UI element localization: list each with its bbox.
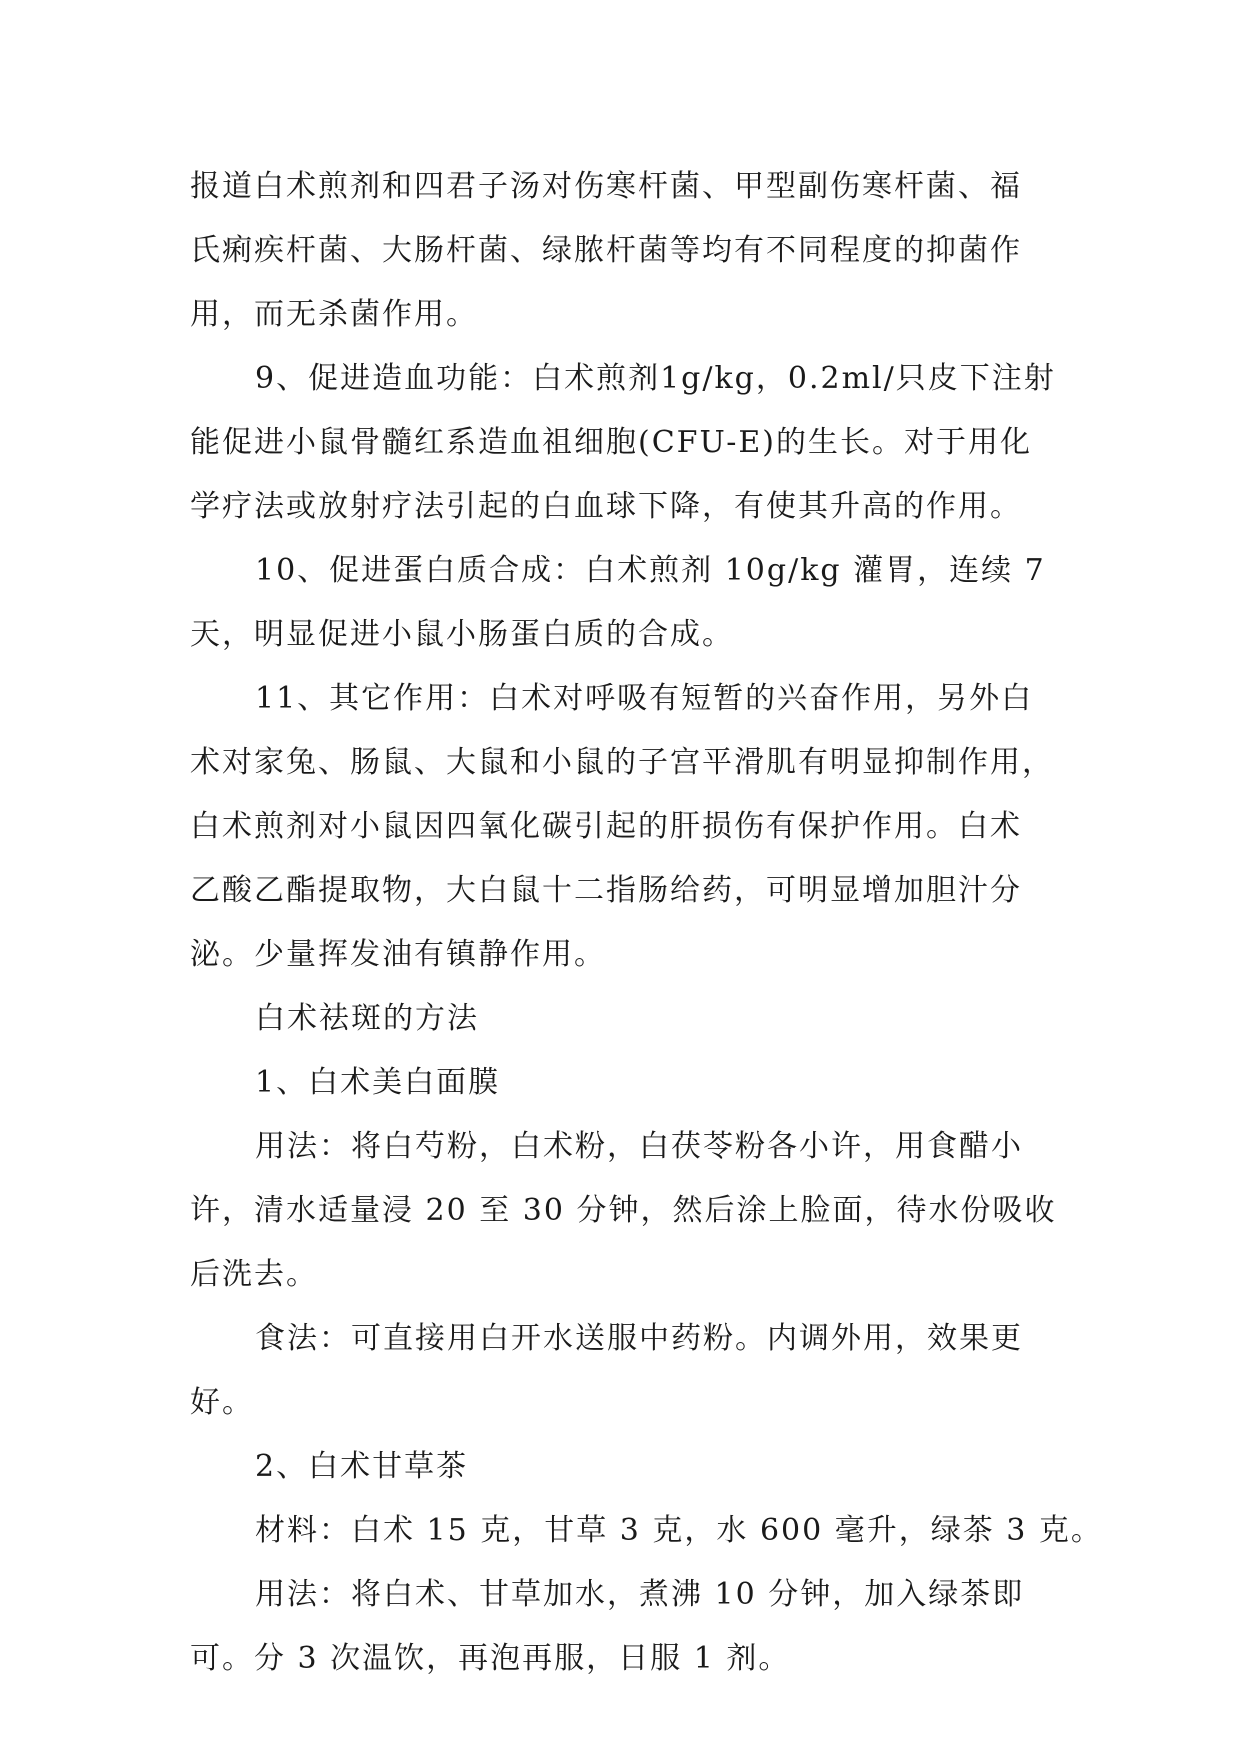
- text-line: 乙酸乙酯提取物，大白鼠十二指肠给药，可明显增加胆汁分: [190, 873, 1022, 908]
- text-line: 可。分 3 次温饮，再泡再服，日服 1 剂。: [190, 1641, 791, 1676]
- text-line: 用，而无杀菌作用。: [190, 297, 478, 332]
- text-line: 报道白术煎剂和四君子汤对伤寒杆菌、甲型副伤寒杆菌、福: [190, 169, 1022, 204]
- document-page: [190, 155, 1103, 1691]
- text-line: 许，清水适量浸 20 至 30 分钟，然后涂上脸面，待水份吸收: [190, 1193, 1057, 1228]
- text-line: 好。: [190, 1385, 254, 1420]
- subsection-heading: 2、白术甘草茶: [255, 1449, 469, 1484]
- text-line: 学疗法或放射疗法引起的白血球下降，有使其升高的作用。: [190, 489, 1022, 524]
- text-line-indented: 10、促进蛋白质合成：白术煎剂 10g/kg 灌胃，连续 7: [255, 553, 1046, 588]
- text-line-indented: 材料：白术 15 克，甘草 3 克，水 600 毫升，绿茶 3 克。: [255, 1513, 1103, 1548]
- text-line: 氏痢疾杆菌、大肠杆菌、绿脓杆菌等均有不同程度的抑菌作: [190, 233, 1022, 268]
- text-line: 后洗去。: [190, 1257, 318, 1292]
- section-heading: 白术祛斑的方法: [255, 1001, 479, 1036]
- subsection-heading: 1、白术美白面膜: [255, 1065, 501, 1100]
- text-line: 天，明显促进小鼠小肠蛋白质的合成。: [190, 617, 734, 652]
- text-line-indented: 用法：将白芍粉，白术粉，白茯苓粉各小许，用食醋小: [255, 1129, 1023, 1164]
- text-line-indented: 11、其它作用：白术对呼吸有短暂的兴奋作用，另外白: [255, 681, 1034, 716]
- text-line: 泌。少量挥发油有镇静作用。: [190, 937, 606, 972]
- text-line-indented: 用法：将白术、甘草加水，煮沸 10 分钟，加入绿茶即: [255, 1577, 1025, 1612]
- text-line: 能促进小鼠骨髓红系造血祖细胞(CFU-E)的生长。对于用化: [190, 425, 1032, 460]
- text-line: 白术煎剂对小鼠因四氧化碳引起的肝损伤有保护作用。白术: [190, 809, 1022, 844]
- text-line-indented: 食法：可直接用白开水送服中药粉。内调外用，效果更: [255, 1321, 1023, 1356]
- text-line: 术对家兔、肠鼠、大鼠和小鼠的子宫平滑肌有明显抑制作用，: [190, 745, 1054, 780]
- text-line-indented: 9、促进造血功能：白术煎剂1g/kg，0.2ml/只皮下注射: [255, 361, 1056, 396]
